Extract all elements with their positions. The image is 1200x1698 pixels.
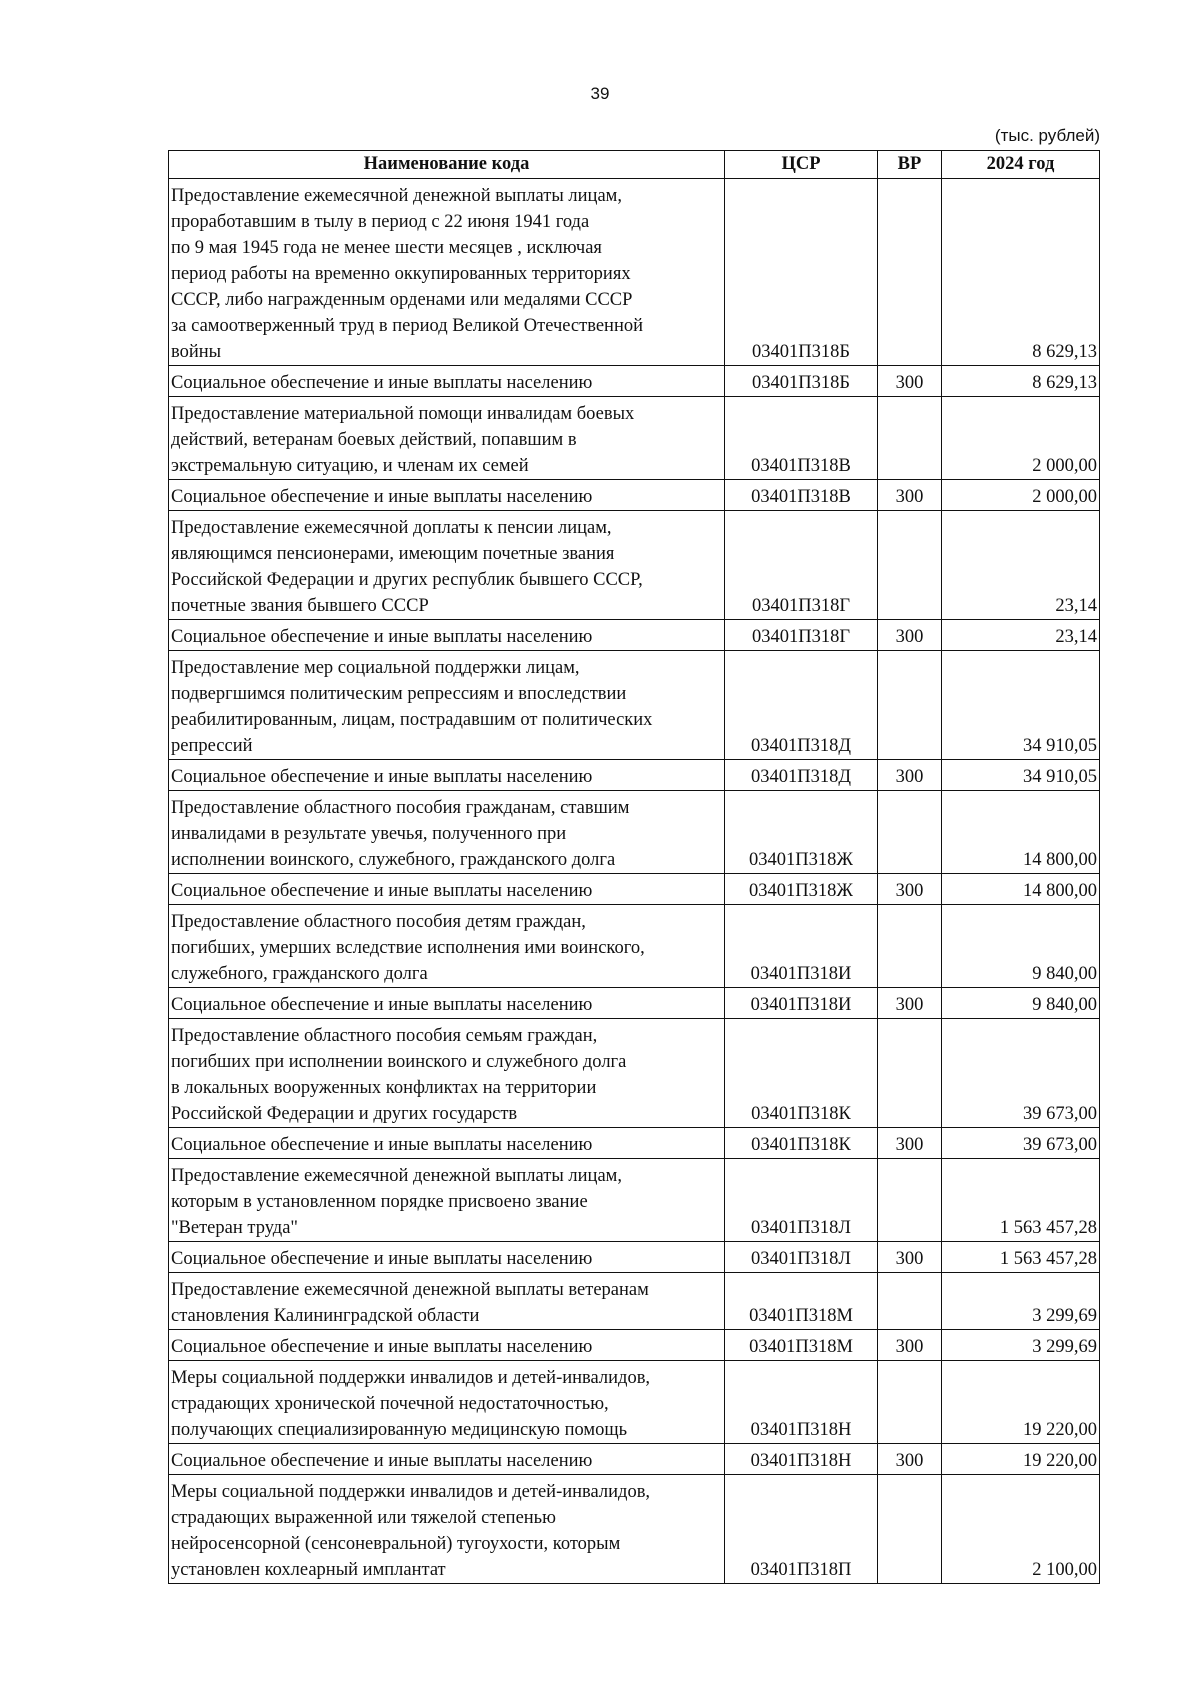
table-row — [169, 988, 1100, 1019]
cell-name: Предоставление ежемесячной денежной выплаты лицам, которым в установленном порядке присвоено звание "Ветеран труда" — [169, 1159, 725, 1242]
table-row — [169, 511, 1100, 620]
table-row — [169, 651, 1100, 760]
page-number: 39 — [590, 84, 610, 103]
cell-csr: 03401П318М — [725, 1273, 878, 1330]
cell-sum: 23,14 — [942, 511, 1100, 620]
cell-vr: 300 — [878, 620, 942, 651]
cell-csr: 03401П318Л — [725, 1159, 878, 1242]
cell-vr — [878, 1273, 942, 1330]
header-sum: 2024 год — [942, 151, 1100, 179]
header-vr: ВР — [878, 151, 942, 179]
table-row — [169, 791, 1100, 874]
cell-name: Социальное обеспечение и иные выплаты населению — [169, 988, 725, 1019]
cell-sum: 1 563 457,28 — [942, 1242, 1100, 1273]
cell-sum: 39 673,00 — [942, 1128, 1100, 1159]
cell-sum: 19 220,00 — [942, 1361, 1100, 1444]
cell-name: Социальное обеспечение и иные выплаты населению — [169, 480, 725, 511]
table-row — [169, 1159, 1100, 1242]
cell-vr: 300 — [878, 366, 942, 397]
cell-csr: 03401П318И — [725, 988, 878, 1019]
table-row — [169, 1019, 1100, 1128]
table-body — [169, 179, 1100, 1584]
cell-name: Предоставление ежемесячной доплаты к пенсии лицам, являющимся пенсионерами, имеющим почетные звания Российской Федерации и других республик бывшего СССР, почетные звания бывшего СССР — [169, 511, 725, 620]
cell-vr: 300 — [878, 874, 942, 905]
cell-csr: 03401П318Б — [725, 366, 878, 397]
cell-vr — [878, 1361, 942, 1444]
cell-sum: 14 800,00 — [942, 874, 1100, 905]
cell-csr: 03401П318Д — [725, 651, 878, 760]
cell-csr: 03401П318Г — [725, 620, 878, 651]
cell-sum: 34 910,05 — [942, 760, 1100, 791]
table-row — [169, 1361, 1100, 1444]
cell-name: Предоставление материальной помощи инвалидам боевых действий, ветеранам боевых действий, попавшим в экстремальную ситуацию, и членам их семей — [169, 397, 725, 480]
cell-vr — [878, 397, 942, 480]
cell-csr: 03401П318К — [725, 1128, 878, 1159]
table-row — [169, 1242, 1100, 1273]
cell-vr — [878, 651, 942, 760]
cell-csr: 03401П318Ж — [725, 874, 878, 905]
cell-sum: 8 629,13 — [942, 179, 1100, 366]
cell-sum: 1 563 457,28 — [942, 1159, 1100, 1242]
cell-name: Социальное обеспечение и иные выплаты населению — [169, 1128, 725, 1159]
cell-name: Социальное обеспечение и иные выплаты населению — [169, 760, 725, 791]
table-row — [169, 179, 1100, 366]
cell-csr: 03401П318Г — [725, 511, 878, 620]
cell-vr: 300 — [878, 1128, 942, 1159]
cell-sum: 34 910,05 — [942, 651, 1100, 760]
cell-sum: 2 000,00 — [942, 480, 1100, 511]
header-csr: ЦСР — [725, 151, 878, 179]
cell-vr: 300 — [878, 1242, 942, 1273]
cell-csr: 03401П318Л — [725, 1242, 878, 1273]
cell-sum: 23,14 — [942, 620, 1100, 651]
cell-vr — [878, 1475, 942, 1584]
cell-vr: 300 — [878, 480, 942, 511]
cell-vr — [878, 179, 942, 366]
cell-name: Предоставление ежемесячной денежной выплаты ветеранам становления Калининградской области — [169, 1273, 725, 1330]
cell-vr — [878, 511, 942, 620]
cell-csr: 03401П318М — [725, 1330, 878, 1361]
table-row — [169, 905, 1100, 988]
cell-sum: 19 220,00 — [942, 1444, 1100, 1475]
cell-sum: 3 299,69 — [942, 1330, 1100, 1361]
cell-csr: 03401П318Ж — [725, 791, 878, 874]
cell-name: Социальное обеспечение и иные выплаты населению — [169, 366, 725, 397]
table-row — [169, 1475, 1100, 1584]
table-row — [169, 366, 1100, 397]
units-label: (тыс. рублей) — [994, 126, 1100, 145]
cell-name: Меры социальной поддержки инвалидов и детей-инвалидов, страдающих хронической почечной недостаточностью, получающих специализированную медицинскую помощь — [169, 1361, 725, 1444]
cell-name: Социальное обеспечение и иные выплаты населению — [169, 874, 725, 905]
cell-vr: 300 — [878, 760, 942, 791]
cell-vr: 300 — [878, 1330, 942, 1361]
budget-table — [168, 150, 1100, 1584]
cell-csr: 03401П318Д — [725, 760, 878, 791]
cell-sum: 2 000,00 — [942, 397, 1100, 480]
cell-sum: 9 840,00 — [942, 988, 1100, 1019]
table-row — [169, 480, 1100, 511]
table-header-row — [169, 151, 1100, 179]
cell-vr — [878, 905, 942, 988]
cell-vr: 300 — [878, 988, 942, 1019]
cell-name: Предоставление ежемесячной денежной выплаты лицам, проработавшим в тылу в период с 22 июня 1941 года по 9 мая 1945 года не менее шести месяцев , исключая период работы на временно оккупированных территориях СССР, либо награжденным орденами или медалями СССР за самоотверженный труд в период Великой Отечественной войны — [169, 179, 725, 366]
table-row — [169, 1273, 1100, 1330]
cell-name: Социальное обеспечение и иные выплаты населению — [169, 1444, 725, 1475]
cell-name: Меры социальной поддержки инвалидов и детей-инвалидов, страдающих выраженной или тяжелой степенью нейросенсорной (сенсоневральной) тугоухости, которым установлен кохлеарный имплантат — [169, 1475, 725, 1584]
cell-sum: 3 299,69 — [942, 1273, 1100, 1330]
cell-sum: 39 673,00 — [942, 1019, 1100, 1128]
cell-csr: 03401П318И — [725, 905, 878, 988]
table-row — [169, 397, 1100, 480]
cell-sum: 8 629,13 — [942, 366, 1100, 397]
cell-name: Социальное обеспечение и иные выплаты населению — [169, 1330, 725, 1361]
cell-name: Социальное обеспечение и иные выплаты населению — [169, 620, 725, 651]
cell-csr: 03401П318Н — [725, 1444, 878, 1475]
table-row — [169, 1444, 1100, 1475]
cell-csr: 03401П318В — [725, 397, 878, 480]
cell-sum: 9 840,00 — [942, 905, 1100, 988]
cell-vr — [878, 1159, 942, 1242]
cell-sum: 2 100,00 — [942, 1475, 1100, 1584]
table-row — [169, 874, 1100, 905]
cell-csr: 03401П318К — [725, 1019, 878, 1128]
cell-name: Предоставление областного пособия семьям граждан, погибших при исполнении воинского и служебного долга в локальных вооруженных конфликтах на территории Российской Федерации и других государств — [169, 1019, 725, 1128]
cell-name: Предоставление мер социальной поддержки лицам, подвергшимся политическим репрессиям и впоследствии реабилитированным, лицам, пострадавшим от политических репрессий — [169, 651, 725, 760]
table-row — [169, 760, 1100, 791]
cell-vr: 300 — [878, 1444, 942, 1475]
cell-vr — [878, 791, 942, 874]
cell-name: Предоставление областного пособия гражданам, ставшим инвалидами в результате увечья, полученного при исполнении воинского, служебного, гражданского долга — [169, 791, 725, 874]
cell-csr: 03401П318В — [725, 480, 878, 511]
cell-vr — [878, 1019, 942, 1128]
cell-name: Социальное обеспечение и иные выплаты населению — [169, 1242, 725, 1273]
table-row — [169, 620, 1100, 651]
cell-sum: 14 800,00 — [942, 791, 1100, 874]
table-row — [169, 1330, 1100, 1361]
cell-csr: 03401П318Н — [725, 1361, 878, 1444]
cell-csr: 03401П318П — [725, 1475, 878, 1584]
table-row — [169, 1128, 1100, 1159]
header-name: Наименование кода — [169, 151, 725, 179]
cell-csr: 03401П318Б — [725, 179, 878, 366]
cell-name: Предоставление областного пособия детям граждан, погибших, умерших вследствие исполнения ими воинского, служебного, гражданского долга — [169, 905, 725, 988]
